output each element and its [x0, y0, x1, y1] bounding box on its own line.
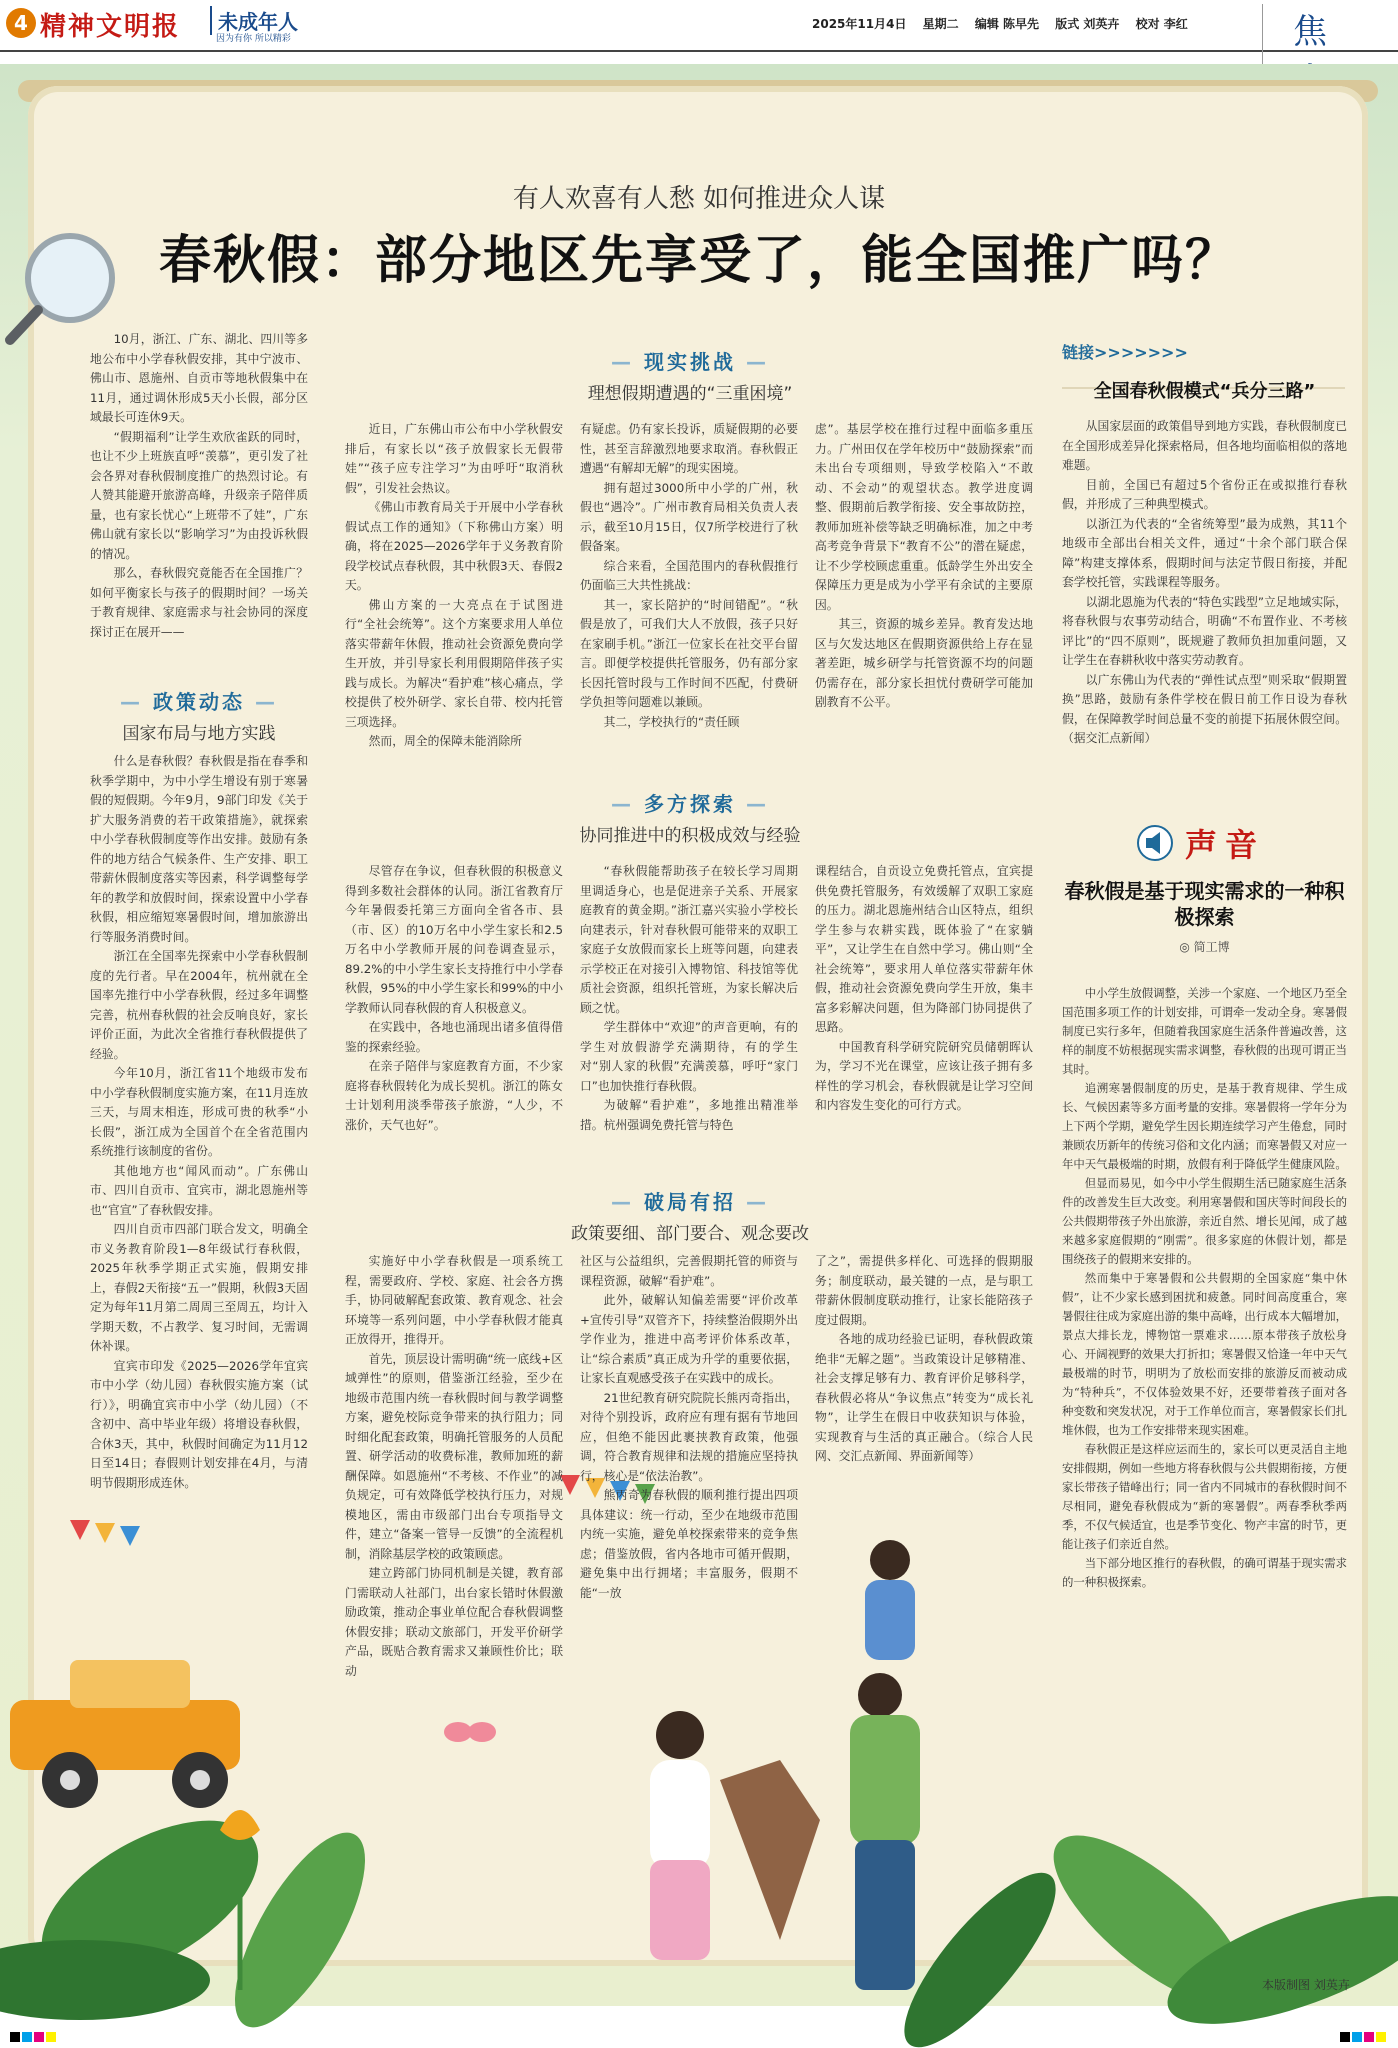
explorations-column-1 [345, 862, 563, 1182]
paragraph: 课程结合，自贡设立免费托管点，宜宾提供免费托管服务，有效缓解了双职工家庭的压力。湖北恩施州结合山区特点，组织学生参与农耕实践，既体验了“在家躺平”，又让学生在自然中学习。佛山则“全社会统筹”，要求用人单位落实带薪年休假，推动社会资源免费向学生开放，集丰富多彩解决问题，但为降部门协同提供了思路。 [815, 864, 1033, 1034]
paragraph: 了之”，需提供多样化、可选择的假期服务；制度联动，最关键的一点，是与职工带薪休假制度联动推行，让家长能陪孩子度过假期。 [815, 1254, 1033, 1327]
paragraph: 学生群体中“欢迎”的声音更响，有的学生对放假游学充满期待，有的学生对“别人家的秋假”充满羡慕，呼吁“家门口”也加快推行春秋假。 [580, 1020, 798, 1093]
paragraph: 拥有超过3000所中小学的广州，秋假也“遇冷”。广州市教育局相关负责人表示，截至10月15日，仅7所学校进行了秋假备案。 [580, 480, 798, 553]
paragraph: 什么是春秋假？春秋假是指在春季和秋季学期中，为中小学生增设有别于寒暑假的短假期。今年9月，9部门印发《关于扩大服务消费的若干政策措施》，就探索中小学春秋假制度等作出安排。鼓励有条件的地方结合气候条件、生产安排、职工带薪休假制度落实等因素，科学调整每学年的教学和放假时间，探索设置中小学春秋假，相应缩短寒暑假时间，增加旅游出行等服务消费时间。 [90, 754, 308, 944]
policy-column [90, 752, 308, 1892]
paragraph: 中国教育科学研究院研究员储朝晖认为，学习不光在课堂，应该让孩子拥有多样性的学习机会，春秋假就是让学习空间和内容发生变化的可行方式。 [815, 1039, 1033, 1112]
paragraph: 社区与公益组织，完善假期托管的师资与课程资源，破解“看护难”。 [580, 1254, 798, 1288]
paragraph: 首先，顶层设计需明确“统一底线+区域弹性”的原则，借鉴浙江经验，至少在地级市范围内统一春秋假时间与教学调整方案，避免校际竞争带来的执行阻力；同时细化配套政策，明确托管服务的人员配置、研学活动的收费标准，教师加班的薪酬保障。如恩施州“不考核、不作业”的减负规定，可有效降低学校执行压力，对规模地区，需由市级部门出台专项指导文件，建立“备案一管导一反馈”的全流程机制，消除基层学校的政策顾虑。 [345, 1351, 563, 1561]
article-headline: 春秋假：部分地区先享受了，能全国推广吗？ [158, 230, 1239, 291]
paragraph: 在亲子陪伴与家庭教育方面，不少家庭将春秋假转化为成长契机。浙江的陈女士计划利用淡季带孩子旅游，“人少，不涨价，天气也好”。 [345, 1059, 563, 1132]
supplement-tagline: 因为有你 所以精彩 [216, 34, 291, 44]
section-name: 焦 [1262, 4, 1398, 102]
paragraph: 追溯寒暑假制度的历史，是基于教育规律、学生成长、气候因素等多方面考量的安排。寒暑假将一学年分为上下两个学期，避免学生因长期连续学习产生倦怠，同时兼顾农历新年的传统习俗和文化内涵；而寒暑假又对应一年中天气最极端的时期，放假有利于降低学生健康风险。 [1062, 1081, 1347, 1171]
speaker-icon [1138, 826, 1172, 860]
paragraph: 综合来看，全国范围内的春秋假推行仍面临三大共性挑战： [580, 558, 798, 592]
opinion-body [1062, 984, 1347, 1814]
section-heading-solutions [345, 1186, 1035, 1244]
paragraph: 其他地方也“闻风而动”。广东佛山市、四川自贡市、宜宾市，湖北恩施州等也“官宣”了春秋假安排。 [90, 1163, 308, 1217]
paragraph: 尽管存在争议，但春秋假的积极意义得到多数社会群体的认同。浙江省教育厅今年暑假委托第三方面向全省各市、县（市、区）的10万名中小学生家长和2.5万名中小学教师开展的问卷调查显示，89.2%的中小学生家长支持推行中小学春秋假，95%的中小学生家长和99%的中小学教师认同春秋假的育人积极意义。 [345, 864, 563, 1015]
graphics-credit: 本版制图 刘英卉 [1262, 1978, 1350, 1992]
paragraph: 近日，广东佛山市公布中小学秋假安排后，有家长以“孩子放假家长无假带娃”“孩子应专注学习”为由呼吁“取消秋假”，引发社会热议。 [345, 422, 563, 495]
section-heading-policy [90, 686, 308, 744]
paragraph: 浙江在全国率先探索中小学春秋假制度的先行者。早在2004年，杭州就在全国率先推行中小学春秋假，经过多年调整完善，杭州春秋假的社会反响良好，家长评价正面，为此次全省推行春秋假提供了经验。 [90, 949, 308, 1061]
opinion-label: 声音 [1185, 826, 1266, 864]
paragraph: 以广东佛山为代表的“弹性试点型”则采取“假期置换”思路，鼓励有条件学校在假日前工作日设为春秋假，在保障教学时间总量不变的前提下拓展休假空间。（据交汇点新闻） [1062, 672, 1347, 745]
paragraph: 各地的成功经验已证明，春秋假政策绝非“无解之题”。当政策设计足够精准、社会支撑足够有力、教育评价足够科学，春秋假必将从“争议焦点”转变为“成长礼物”，让学生在假日中收获知识与体验，实现教育与生活的真正融合。（综合人民网、交汇点新闻、界面新闻等） [815, 1332, 1033, 1463]
paragraph: 21世纪教育研究院院长熊丙奇指出，对待个别投诉，政府应有理有据有节地回应，但绝不能因此裹挟教育政策，他强调，符合教育规律和法规的措施应坚持执行，核心是“依法治教”。 [580, 1390, 798, 1483]
section-subtitle: 协同推进中的积极成效与经验 [579, 826, 801, 846]
paragraph: 中小学生放假调整，关涉一个家庭、一个地区乃至全国范围多项工作的计划安排，可谓牵一发动全身。寒暑假制度已实行多年，但随着我国家庭生活条件普遍改善，这样的制度不妨根据现实需求调整，春秋假的出现可谓正当其时。 [1062, 986, 1347, 1076]
paragraph: 其三，资源的城乡差异。教育发达地区与欠发达地区在假期资源供给上存在显著差距，城乡研学与托管资源不均的问题仍需存在，部分家长担忧付费研学可能加剧教育不公平。 [815, 617, 1033, 709]
link-sidebar [1062, 340, 1347, 749]
paragraph: 今年10月，浙江省11个地级市发布中小学春秋假制度实施方案，在11月连放三天，与周末相连，形成可贵的秋季“小长假”，浙江成为全国首个在全省范围内系统推行该制度的省份。 [90, 1066, 308, 1158]
solutions-column-3 [815, 1252, 1033, 1482]
paragraph: 其一，家长陪护的“时间错配”。“秋假是放了，可我们大人不放假，孩子只好在家刷手机。”浙江一位家长在社交平台留言。即便学校提供托管服务，仍有部分家长因托管时段与工作时间不匹配，付费研学负担等问题难以兼顾。 [580, 597, 798, 709]
explorations-column-2 [580, 862, 798, 1182]
paragraph: 佛山方案的一大亮点在于试图进行“全社会统筹”。这个方案要求用人单位落实带薪年休假，推动社会资源免费向学生开放，并引导家长利用假期陪伴孩子实践与成长。为解决“看护难”核心痛点，学校提供了校外研学、家长自带、校内托管三项选择。 [345, 597, 563, 729]
paragraph: 然而，周全的保障未能消除所 [368, 734, 522, 748]
section-subtitle: 政策要细、部门要合、观念要改 [571, 1224, 809, 1244]
paragraph: 四川自贡市四部门联合发文，明确全市义务教育阶段1—8年级试行春秋假，2025年秋季学期正式实施，假期安排上，春假2天衔接“五一”假期，秋假3天固定为每年11月第二周周三至周五，均计入学期天数，不占教学、复习时间，无需调休补课。 [90, 1222, 308, 1353]
paragraph: 建立跨部门协同机制是关键，教育部门需联动人社部门，出台家长错时休假激励政策，推动企事业单位配合春秋假调整休假安排；联动文旅部门，开发平价研学产品，既贴合教育需求又兼顾性价比；联动 [345, 1566, 563, 1678]
paragraph: 宜宾市印发《2025—2026学年宜宾市中小学（幼儿园）春秋假实施方案（试行）》，明确宜宾市中小学（幼儿园）（不含初中、高中毕业年级）将增设春秋假，合休3天，其中，秋假时间确定为11月12日至14日；春假则计划安排在4月，与清明节假期形成连休。 [90, 1358, 308, 1490]
page-number: 4 [6, 8, 36, 38]
paragraph: 当下部分地区推行的春秋假，的确可谓基于现实需求的一种积极探索。 [1062, 1556, 1347, 1589]
intro-column [90, 330, 308, 670]
paragraph: 从国家层面的政策倡导到地方实践，春秋假制度已在全国形成差异化探索格局，但各地均面临相似的落地难题。 [1062, 419, 1347, 472]
paragraph: 实施好中小学春秋假是一项系统工程，需要政府、学校、家庭、社会各方携手，协同破解配套政策、教育观念、社会环境等一系列问题，中小学春秋假才能真正放得开，推得开。 [345, 1254, 563, 1346]
paragraph: 其二，学校执行的“责任顾 [603, 714, 740, 729]
challenges-column-3 [815, 420, 1033, 770]
paragraph: “假期福利”让学生欢欣雀跃的同时，也让不少上班族直呼“羡慕”，更引发了社会各界对春秋假制度推广的热烈讨论。有人赞其能避开旅游高峰，升级亲子陪伴质量，也有家长忧心“上班带不了娃”，广东佛山就有家长以“影响学习”为由投诉秋假的情况。 [90, 429, 308, 561]
paragraph: 为破解“看护难”，多地推出精准举措。杭州强调免费托管与特色 [580, 1098, 798, 1132]
section-subtitle: 理想假期遭遇的“三重困境” [587, 384, 793, 404]
link-body [1062, 417, 1347, 749]
issue-weekday: 星期二 [922, 17, 959, 31]
paragraph: 那么，春秋假究竟能否在全国推广？如何平衡家长与孩子的假期时间？一场关于教育规律、家庭需求与社会协同的深度探讨正在展开—— [90, 566, 308, 639]
challenges-column-1 [345, 420, 563, 770]
supplement-name: 未成年人 [210, 6, 298, 35]
proofreader: 校对 李红 [1135, 17, 1188, 31]
article-kicker: 有人欢喜有人愁 如何推进众人谋 [512, 184, 886, 214]
paragraph: 此外，破解认知偏差需要“评价改革+宣传引导”双管齐下，持续整治假期外出学作业为，推进中高考评价体系改革，让“综合素质”真正成为升学的重要依据，让家长直观感受孩子在实践中的成长。 [580, 1293, 798, 1385]
paragraph: 以浙江为代表的“全省统筹型”最为成熟，其11个地级市全部出台相关文件，通过“十余个部门联合保障”构建支撑体系，假期时间与法定节假日衔接，并配套学校托管，实践课程等服务。 [1062, 516, 1347, 589]
paragraph: 目前，全国已有超过5个省份正在或拟推行春秋假，并形成了三种典型模式。 [1062, 477, 1347, 511]
section-title: — 政策动态 — [90, 686, 308, 715]
section-title: — 现实挑战 — [345, 346, 1035, 375]
paragraph: 春秋假正是这样应运而生的，家长可以更灵活自主地安排假期，例如一些地方将春秋假与公共假期衔接，方便家长带孩子错峰出行；同一省内不同城市的春秋假时间不尽相同，避免春秋假成为“新的寒暑假”。两春季秋季两季，不仅气候适宜，也是季节变化、物产丰富的时节，更能让孩子们亲近自然。 [1062, 1442, 1347, 1551]
paragraph: 虑”。基层学校在推行过程中面临多重压力。广州田仅在学年校历中“鼓励探索”而未出台专项细则，导致学校陷入“不敢动、不会动”的观望状态。教学进度调整、假期前后教学衔接、安全事故防控，教师加班补偿等缺乏明确标准，加之中考高考竞争背景下“教育不公”的潜在疑虑，让不少学校顾虑重重。低龄学生外出安全保障压力更是成为小学平有余试的主要原因。 [815, 422, 1033, 612]
solutions-column-1 [345, 1252, 563, 1752]
challenges-column-2 [580, 420, 798, 770]
paragraph: 在实践中，各地也涌现出诸多值得借鉴的探索经验。 [345, 1020, 563, 1054]
opinion-author: ◎ 简工博 [1179, 940, 1230, 954]
section-heading-explorations [345, 788, 1035, 846]
paragraph: 《佛山市教育局关于开展中小学春秋假试点工作的通知》（下称佛山方案）明确，将在2025—2026学年于义务教育阶段学校试点春秋假，其中秋假3天、春假2天。 [345, 500, 563, 592]
paragraph: 以湖北恩施为代表的“特色实践型”立足地域实际，将春秋假与农事劳动结合，明确“不布置作业、不考核评比”的“四不原则”，既规避了教师负担加重问题，又让学生在春耕秋收中落实劳动教育。 [1062, 594, 1347, 667]
issue-date: 2025年11月4日 [812, 17, 907, 31]
opinion-title: 春秋假是基于现实需求的一种积极探索 [1064, 879, 1345, 929]
section-subtitle: 国家布局与地方实践 [122, 724, 276, 744]
solutions-column-2 [580, 1252, 798, 1652]
editor: 编辑 陈早先 [974, 17, 1040, 31]
paragraph: 10月，浙江、广东、湖北、四川等多地公布中小学春秋假安排，其中宁波市、佛山市、恩施州、自贡市等地秋假集中在11月，通过调休形成5天小长假，部分区域最长可连休9天。 [90, 332, 308, 424]
paper-name: 精神文明报 [40, 12, 181, 42]
paragraph: 熊丙奇为春秋假的顺利推行提出四项具体建议：统一行动，至少在地级市范围内统一实施，避免单校探索带来的竞争焦虑；借鉴放假，省内各地市可循开假期，避免集中出行拥堵；丰富服务，假期不能“一放 [580, 1488, 798, 1600]
paragraph: “春秋假能帮助孩子在较长学习周期里调适身心，也是促进亲子关系、开展家庭教育的黄金期。”浙江嘉兴实验小学校长向建表示，针对春秋假可能带来的双职工家庭子女放假而家长上班等问题，向建表示学校正在对接引入博物馆、科技馆等优质社会资源，组织托管班，为家长解决后顾之忧。 [580, 864, 798, 1015]
section-title: — 破局有招 — [345, 1186, 1035, 1215]
explorations-column-3 [815, 862, 1033, 1182]
link-label: 链接>>>>>>> [1062, 343, 1188, 362]
registration-marks-icon [10, 2032, 1386, 2042]
paragraph: 然而集中于寒暑假和公共假期的全国家庭“集中休假”，让不少家长感到困扰和疲惫。同时间高度重合，寒暑假往往成为家庭出游的集中高峰，出行成本大幅增加，景点大排长龙，博物馆一票难求……原本带孩子放松身心、开阔视野的效果大打折扣；寒暑假又恰逢一年中天气最极端的时节，明明为了放松而安排的旅游反而被动成为“特种兵”，不仅体验效果不好，还要带着孩子面对各种变数和突发状况，对于工作单位而言，寒暑假家长们扎堆休假，也为工作安排带来现实困难。 [1062, 1271, 1347, 1437]
link-title: 全国春秋假模式“兵分三路” [1093, 381, 1316, 402]
layout-designer: 版式 刘英卉 [1055, 17, 1120, 31]
paragraph: 有疑虑。仍有家长投诉，质疑假期的必要性，甚至言辞激烈地要求取消。春秋假正遭遇“有解却无解”的现实困境。 [580, 422, 798, 475]
section-title: — 多方探索 — [345, 788, 1035, 817]
paragraph: 但显而易见，如今中小学生假期生活已随家庭生活条件的改善发生巨大改变。利用寒暑假和国庆等时间段长的公共假期带孩子外出旅游，亲近自然、增长见闻，成了越来越多家庭假期的“刚需”。很多家庭的休假计划，都是围绕孩子的假期来安排的。 [1062, 1176, 1347, 1266]
section-heading-challenges [345, 346, 1035, 404]
